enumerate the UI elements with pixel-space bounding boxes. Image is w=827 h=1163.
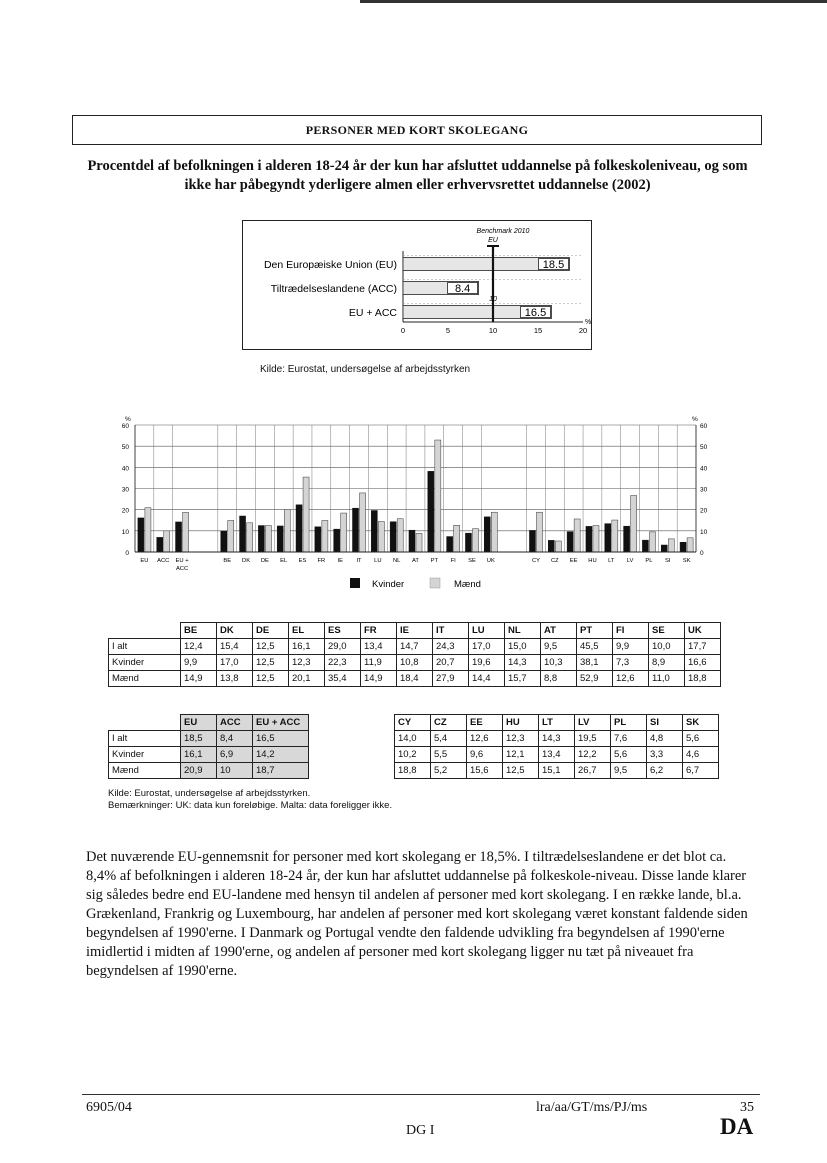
x-tick-label: NL: [392, 558, 401, 564]
table-cell: 6,7: [683, 763, 719, 779]
bar-kvinder: [138, 518, 144, 552]
bar-kvinder: [447, 537, 453, 552]
x-tick-label: FR: [317, 558, 326, 564]
table-cell: 12,3: [503, 731, 539, 747]
bar-maend: [612, 520, 618, 552]
table-cell: 13,8: [217, 671, 253, 687]
country-bar-chart: [108, 412, 718, 597]
bar-maend: [668, 539, 674, 552]
table-cell: 5,2: [431, 763, 467, 779]
bar-maend: [555, 541, 561, 552]
table-cell: 10,3: [541, 655, 577, 671]
summary-x-tick: 10: [488, 326, 498, 335]
table-cell: 14,2: [253, 747, 309, 763]
table-cell: 12,5: [253, 655, 289, 671]
table-cell: 7,3: [613, 655, 649, 671]
table-notes: [108, 788, 392, 812]
table-cell: 29,0: [325, 639, 361, 655]
bar-maend: [360, 493, 366, 552]
table-cell: 18,5: [181, 731, 217, 747]
table-cell: 52,9: [577, 671, 613, 687]
x-tick-label: IT: [356, 558, 362, 564]
y-tick-right: 20: [700, 507, 708, 515]
bar-kvinder: [240, 516, 246, 552]
x-tick-label: PT: [430, 558, 439, 564]
table-cell: 11,9: [361, 655, 397, 671]
table-cell: 20,1: [289, 671, 325, 687]
bar-kvinder: [277, 526, 283, 552]
bar-maend: [687, 538, 693, 552]
table-cell: 6,2: [647, 763, 683, 779]
table-cell: 22,3: [325, 655, 361, 671]
table-cell: 8,4: [217, 731, 253, 747]
table-cell: 16,1: [181, 747, 217, 763]
table-header-cell: ACC: [217, 715, 253, 731]
x-tick-label: LV: [626, 558, 634, 564]
table-cell: 12,5: [253, 639, 289, 655]
table-cell: 15,0: [505, 639, 541, 655]
x-tick-label: ACC: [157, 558, 170, 564]
table-cell: 3,3: [647, 747, 683, 763]
bar-kvinder: [334, 529, 340, 552]
table-row-label: Mænd: [109, 671, 181, 687]
section-title-box: [72, 115, 762, 145]
table-header-cell: SK: [683, 715, 719, 731]
table-header-cell: BE: [181, 623, 217, 639]
table-header-row: [109, 623, 721, 639]
table-cell: 14,4: [469, 671, 505, 687]
summary-chart-frame: [242, 220, 592, 350]
bar-maend: [164, 531, 170, 552]
table-cell: 19,5: [575, 731, 611, 747]
table-cell: 35,4: [325, 671, 361, 687]
bar-kvinder: [586, 526, 592, 552]
summary-category-label: Tiltrædelseslandene (ACC): [270, 283, 397, 295]
table-row-label: Mænd: [109, 763, 181, 779]
legend-label-maend: Mænd: [454, 579, 481, 590]
bar-maend: [247, 523, 253, 552]
table-cell: 15,4: [217, 639, 253, 655]
x-tick-label: LT: [608, 558, 615, 564]
country-table-1: [108, 622, 721, 687]
table-row: [109, 763, 719, 779]
bar-kvinder: [371, 511, 377, 552]
summary-x-tick: 20: [578, 326, 588, 335]
table-cell: 18,8: [685, 671, 721, 687]
bar-kvinder: [409, 530, 415, 552]
x-tick-label: EU: [140, 558, 149, 564]
x-tick-label: DK: [242, 558, 251, 564]
table-cell: 5,6: [683, 731, 719, 747]
table-cell: 20,7: [433, 655, 469, 671]
table-cell: 10: [217, 763, 253, 779]
footer-doc-number: 6905/04: [86, 1100, 132, 1115]
x-tick-label: LU: [374, 558, 382, 564]
bar-kvinder: [465, 533, 471, 552]
table-header-cell: EU + ACC: [253, 715, 309, 731]
table-cell: 15,1: [539, 763, 575, 779]
y-tick-right: 10: [700, 528, 708, 536]
bar-maend: [284, 509, 290, 552]
bar-maend: [593, 526, 599, 552]
table-cell: 8,9: [649, 655, 685, 671]
footer-dg: DG I: [406, 1123, 435, 1138]
bar-kvinder: [390, 522, 396, 552]
bar-maend: [536, 512, 542, 552]
body-paragraph: Det nuværende EU-gennemsnit for personer med kort skolegang er 18,5%. I tiltrædelseslandene er det blot ca. 8,4% af befolkningen i alderen 18-24 år, der kun har afsluttet uddannelse på folkeskole-niveau. Disse lande klarer sig således bedre end EU-landene med hensyn til andelen af personer med kort skolegang. I en række lande, bl.a. Grækenland, Frankrig og Luxembourg, har andelen af personer med kort skolegang været konstant faldende siden begyndelsen af 1990'erne. I Danmark og Portugal vendte den faldende udvikling fra begyndelsen af 1990'erne imidlertid i midten af 1990'erne, og andelen af personer med kort skolegang ligger nu tæt på niveauet fra begyndelsen af 1990'erne.: [86, 849, 748, 979]
table-cell: 9,9: [613, 639, 649, 655]
bar-kvinder: [661, 545, 667, 552]
bar-maend: [183, 512, 189, 552]
table-row-label: Kvinder: [109, 747, 181, 763]
table-cell: 9,6: [467, 747, 503, 763]
summary-value-label: 18.5: [542, 259, 565, 271]
table-header-cell: DK: [217, 623, 253, 639]
y-tick-right: 60: [700, 423, 708, 430]
y-tick-left: 40: [121, 465, 129, 473]
summary-bar-chart: [243, 221, 591, 349]
x-tick-sublabel: ACC: [175, 566, 189, 572]
x-tick-label: HU: [588, 558, 597, 564]
y-tick-left: 60: [121, 423, 129, 430]
bar-kvinder: [548, 540, 554, 552]
section-title: PERSONER MED KORT SKOLEGANG: [305, 122, 529, 137]
country-table-2: [108, 714, 719, 779]
table-cell: 15,7: [505, 671, 541, 687]
table-header-cell: LU: [469, 623, 505, 639]
bar-kvinder: [176, 522, 182, 552]
y-unit-right: %: [692, 416, 698, 423]
legend-swatch-maend: [430, 578, 440, 588]
bar-maend: [145, 508, 151, 552]
x-tick-label: UK: [486, 558, 495, 564]
x-tick-label: BE: [223, 558, 232, 564]
y-tick-right: 30: [700, 486, 708, 494]
table-cell: 26,7: [575, 763, 611, 779]
bar-kvinder: [157, 537, 163, 552]
benchmark-label: Benchmark 2010: [476, 228, 530, 235]
summary-x-tick: 0: [400, 326, 406, 335]
table-header-cell: EL: [289, 623, 325, 639]
bar-maend: [265, 526, 271, 552]
bar-kvinder: [296, 505, 302, 552]
y-tick-right: 0: [700, 550, 704, 557]
footer-reference: lra/aa/GT/ms/PJ/ms: [536, 1100, 648, 1115]
table-cell: 7,6: [611, 731, 647, 747]
x-tick-label: EL: [280, 558, 288, 564]
table-cell: 14,7: [397, 639, 433, 655]
table-row-label: Kvinder: [109, 655, 181, 671]
table-header-cell: DE: [253, 623, 289, 639]
table-cell: 12,5: [253, 671, 289, 687]
table-cell: 5,5: [431, 747, 467, 763]
x-tick-label: FI: [450, 558, 456, 564]
table-header-cell: UK: [685, 623, 721, 639]
bar-kvinder: [605, 524, 611, 552]
table-header-cell: CZ: [431, 715, 467, 731]
chart-subtitle: Procentdel af befolkningen i alderen 18-24 år der kun har afsluttet uddannelse på folkeskoleniveau, og som ikke har påbegyndt yderligere almen eller erhvervsrettet uddannelse (2002): [87, 158, 748, 193]
bar-kvinder: [529, 530, 535, 552]
bar-maend: [378, 522, 384, 552]
table-cell: 14,0: [395, 731, 431, 747]
table-cell: 4,8: [647, 731, 683, 747]
table-cell: 18,7: [253, 763, 309, 779]
table-header-cell: PT: [577, 623, 613, 639]
table-cell: 14,3: [539, 731, 575, 747]
bar-kvinder: [680, 542, 686, 552]
table-cell: 17,7: [685, 639, 721, 655]
table-header-cell: NL: [505, 623, 541, 639]
footer-rule: [82, 1094, 760, 1095]
table-cell: 6,9: [217, 747, 253, 763]
table-header-cell: SE: [649, 623, 685, 639]
table-cell: 18,4: [397, 671, 433, 687]
bar-maend: [341, 513, 347, 552]
x-tick-label: PL: [645, 558, 653, 564]
x-tick-label: CY: [531, 558, 541, 564]
summary-x-tick: 15: [533, 326, 543, 335]
country-chart: [108, 412, 718, 597]
table-header-cell: LV: [575, 715, 611, 731]
legend-swatch-kvinder: [350, 578, 360, 588]
bar-maend: [397, 519, 403, 552]
table-cell: 38,1: [577, 655, 613, 671]
table-cell: 12,2: [575, 747, 611, 763]
table-cell: 45,5: [577, 639, 613, 655]
table-cell: 17,0: [469, 639, 505, 655]
table-header-cell: SI: [647, 715, 683, 731]
table-header-cell: HU: [503, 715, 539, 731]
table-cell: 12,5: [503, 763, 539, 779]
table-cell: 12,6: [467, 731, 503, 747]
table-cell: 13,4: [539, 747, 575, 763]
table-header-cell: PL: [611, 715, 647, 731]
top-rule: [360, 0, 827, 3]
table-row: [109, 747, 719, 763]
table-header-cell: LT: [539, 715, 575, 731]
y-tick-right: 50: [700, 444, 708, 452]
table-cell: 13,4: [361, 639, 397, 655]
summary-unit: %: [585, 319, 591, 326]
table-cell: 4,6: [683, 747, 719, 763]
table-header-cell: IT: [433, 623, 469, 639]
footer-page-number: 35: [740, 1100, 754, 1115]
x-tick-label: AT: [412, 558, 419, 564]
x-tick-label: SK: [682, 558, 691, 564]
table-header-cell: EU: [181, 715, 217, 731]
table-cell: 18,8: [395, 763, 431, 779]
table-cell: 9,5: [541, 639, 577, 655]
bar-maend: [631, 495, 637, 552]
bar-maend: [303, 477, 309, 552]
table-row: [109, 655, 721, 671]
table-cell: 16,1: [289, 639, 325, 655]
table-header-cell: FI: [613, 623, 649, 639]
summary-category-label: Den Europæiske Union (EU): [263, 259, 397, 271]
bar-maend: [491, 512, 497, 552]
bar-kvinder: [642, 540, 648, 552]
table-cell: 14,9: [181, 671, 217, 687]
table-cell: 16,6: [685, 655, 721, 671]
bar-maend: [574, 519, 580, 552]
table-cell: 10,0: [649, 639, 685, 655]
table-cell: 24,3: [433, 639, 469, 655]
y-tick-left: 0: [125, 550, 129, 557]
table-cell: 12,1: [503, 747, 539, 763]
summary-value-label: 8.4: [454, 283, 471, 295]
table-cell: 5,6: [611, 747, 647, 763]
x-tick-label: EU +: [175, 558, 189, 564]
table-header-cell: EE: [467, 715, 503, 731]
table-cell: 9,9: [181, 655, 217, 671]
table-row: [109, 731, 719, 747]
table-row: [109, 639, 721, 655]
x-tick-label: CZ: [550, 558, 559, 564]
bar-maend: [416, 533, 422, 552]
footer-language: DA: [720, 1114, 754, 1139]
bar-maend: [435, 440, 441, 552]
table-remarks: Bemærkninger: UK: data kun foreløbige. Malta: data foreligger ikke.: [108, 800, 393, 811]
table-header-cell: FR: [361, 623, 397, 639]
table-row-label: I alt: [109, 639, 181, 655]
x-tick-label: SI: [665, 558, 671, 564]
table-cell: 16,5: [253, 731, 309, 747]
table-row-label: I alt: [109, 731, 181, 747]
table-cell: 8,8: [541, 671, 577, 687]
bar-maend: [472, 529, 478, 552]
summary-chart-source: Kilde: Eurostat, undersøgelse af arbejdsstyrken: [260, 364, 471, 375]
table-cell: 5,4: [431, 731, 467, 747]
x-tick-label: ES: [298, 558, 307, 564]
table-cell: 14,9: [361, 671, 397, 687]
table-cell: 27,9: [433, 671, 469, 687]
bar-kvinder: [315, 527, 321, 552]
bar-kvinder: [258, 526, 264, 552]
bar-kvinder: [221, 531, 227, 552]
x-tick-label: EE: [569, 558, 578, 564]
bar-kvinder: [624, 526, 630, 552]
table-row: [109, 671, 721, 687]
table-cell: 17,0: [217, 655, 253, 671]
y-tick-left: 30: [121, 486, 129, 494]
bar-maend: [649, 532, 655, 552]
x-tick-label: IE: [337, 558, 343, 564]
table-cell: 20,9: [181, 763, 217, 779]
table-cell: 9,5: [611, 763, 647, 779]
table-header-cell: ES: [325, 623, 361, 639]
benchmark-mid-label: 10: [489, 296, 497, 303]
table-cell: 11,0: [649, 671, 685, 687]
table-header-cell: AT: [541, 623, 577, 639]
table-spacer-cell: [309, 763, 395, 779]
table-corner-cell: [109, 623, 181, 639]
bar-kvinder: [428, 471, 434, 552]
table-corner-cell: [109, 715, 181, 731]
y-unit-left: %: [125, 416, 131, 423]
table-header-row: [109, 715, 719, 731]
table-source: Kilde: Eurostat, undersøgelse af arbejdsstyrken.: [108, 788, 311, 799]
bar-kvinder: [567, 532, 573, 552]
table-header-cell: IE: [397, 623, 433, 639]
table-spacer-cell: [309, 747, 395, 763]
table-cell: 19,6: [469, 655, 505, 671]
table-cell: 12,4: [181, 639, 217, 655]
x-tick-label: SE: [468, 558, 476, 564]
table-cell: 14,3: [505, 655, 541, 671]
table-cell: 15,6: [467, 763, 503, 779]
table-cell: 10,2: [395, 747, 431, 763]
table-spacer-cell: [309, 731, 395, 747]
table-cell: 10,8: [397, 655, 433, 671]
bar-maend: [454, 525, 460, 552]
summary-value-label: 16.5: [524, 307, 547, 319]
x-tick-label: DE: [260, 558, 269, 564]
summary-category-label: EU + ACC: [348, 307, 397, 319]
table-cell: 12,6: [613, 671, 649, 687]
table-header-cell: CY: [395, 715, 431, 731]
legend-label-kvinder: Kvinder: [372, 579, 405, 590]
y-tick-left: 10: [121, 528, 129, 536]
bar-kvinder: [484, 517, 490, 552]
summary-x-tick: 5: [445, 326, 451, 335]
y-tick-right: 40: [700, 465, 708, 473]
table-spacer-cell: [309, 715, 395, 731]
y-tick-left: 20: [121, 507, 129, 515]
table-cell: 12,3: [289, 655, 325, 671]
bar-maend: [228, 520, 234, 552]
y-tick-left: 50: [121, 444, 129, 452]
bar-maend: [322, 520, 328, 552]
benchmark-sublabel: EU: [488, 237, 498, 244]
bar-kvinder: [352, 508, 358, 552]
